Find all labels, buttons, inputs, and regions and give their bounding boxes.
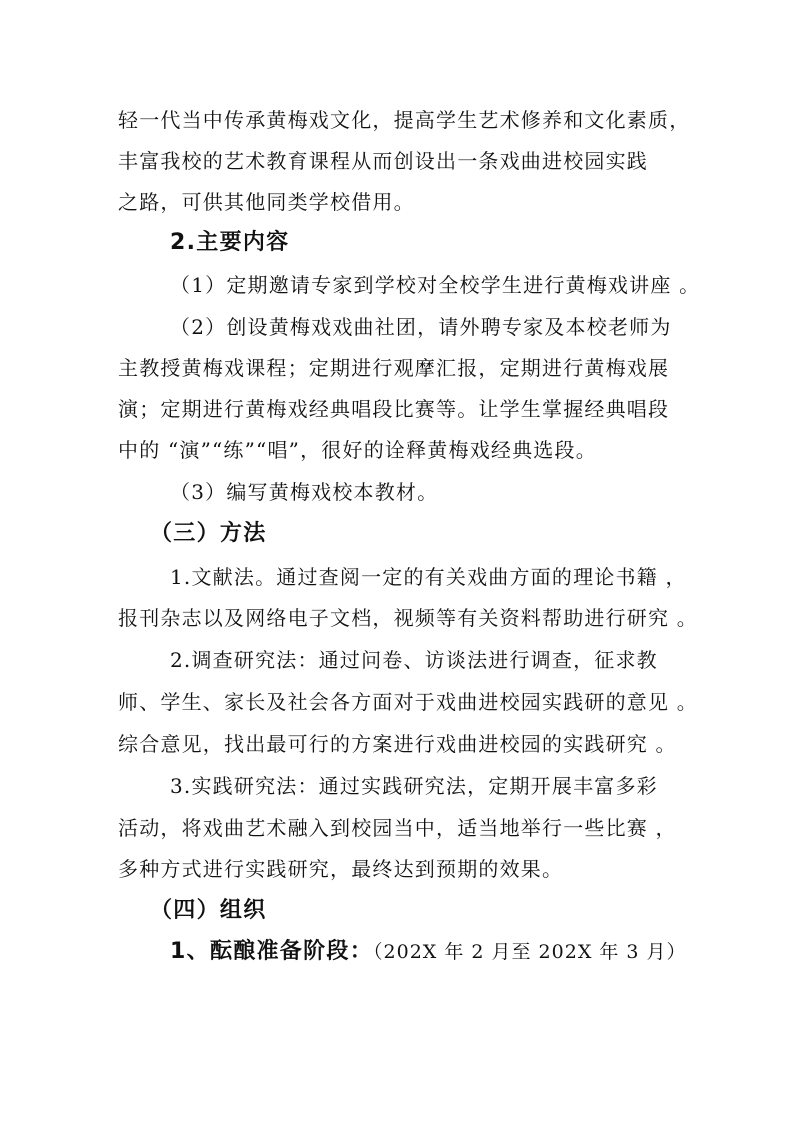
stage-1-date: （202X 年 2 月至 202X 年 3 月） [373,941,687,963]
method-1-line-1: 1.文献法。通过查阅一定的有关戏曲方面的理论书籍 ， [170,565,687,589]
intro-line-3: 之路，可供其他同类学校借用。 [118,190,415,214]
organization-heading: （四）组织 [150,898,267,923]
method-2-line-1: 2.调查研究法：通过问卷、访谈法进行调查，征求教 [170,648,658,672]
stage-1-label: 1、酝酿准备阶段： [170,939,374,964]
stage-1-row [170,937,687,967]
method-2-line-2: 师、学生、家长及社会各方面对于戏曲进校园实践研的意见 。 [118,690,698,714]
method-1-line-2: 报刊杂志以及网络电子文档，视频等有关资料帮助进行研究 。 [118,606,698,630]
method-3-line-2: 活动，将戏曲艺术融入到校园当中，适当地举行一些比赛 ， [118,816,677,840]
method-2-line-3: 综合意见，找出最可行的方案进行戏曲进校园的实践研究 。 [118,732,677,756]
method-3-line-3: 多种方式进行实践研究，最终达到预期的效果。 [118,857,564,881]
content-item-2-line-1: （2）创设黄梅戏戏曲社团，请外聘专家及本校老师为 [170,315,672,339]
content-item-2-line-2: 主教授黄梅戏课程；定期进行观摩汇报，定期进行黄梅戏展 [118,356,670,380]
methods-heading: （三）方法 [150,521,267,546]
content-item-3: （3）编写黄梅戏校本教材。 [170,480,439,504]
content-item-2-line-4: 中的 “演”“练”“唱”，很好的诠释黄梅戏经典选段。 [118,438,597,462]
intro-line-2: 丰富我校的艺术教育课程从而创设出一条戏曲进校园实践 [118,149,648,173]
content-item-1: （1）定期邀请专家到学校对全校学生进行黄梅戏讲座 。 [170,273,701,297]
intro-line-1: 轻一代当中传承黄梅戏文化，提高学生艺术修养和文化素质， [118,108,691,132]
content-item-2-line-3: 演；定期进行黄梅戏经典唱段比赛等。让学生掌握经典唱段 [118,397,670,421]
method-3-line-1: 3.实践研究法：通过实践研究法，定期开展丰富多彩 [170,774,658,798]
main-content-heading: 2.主要内容 [170,230,290,255]
